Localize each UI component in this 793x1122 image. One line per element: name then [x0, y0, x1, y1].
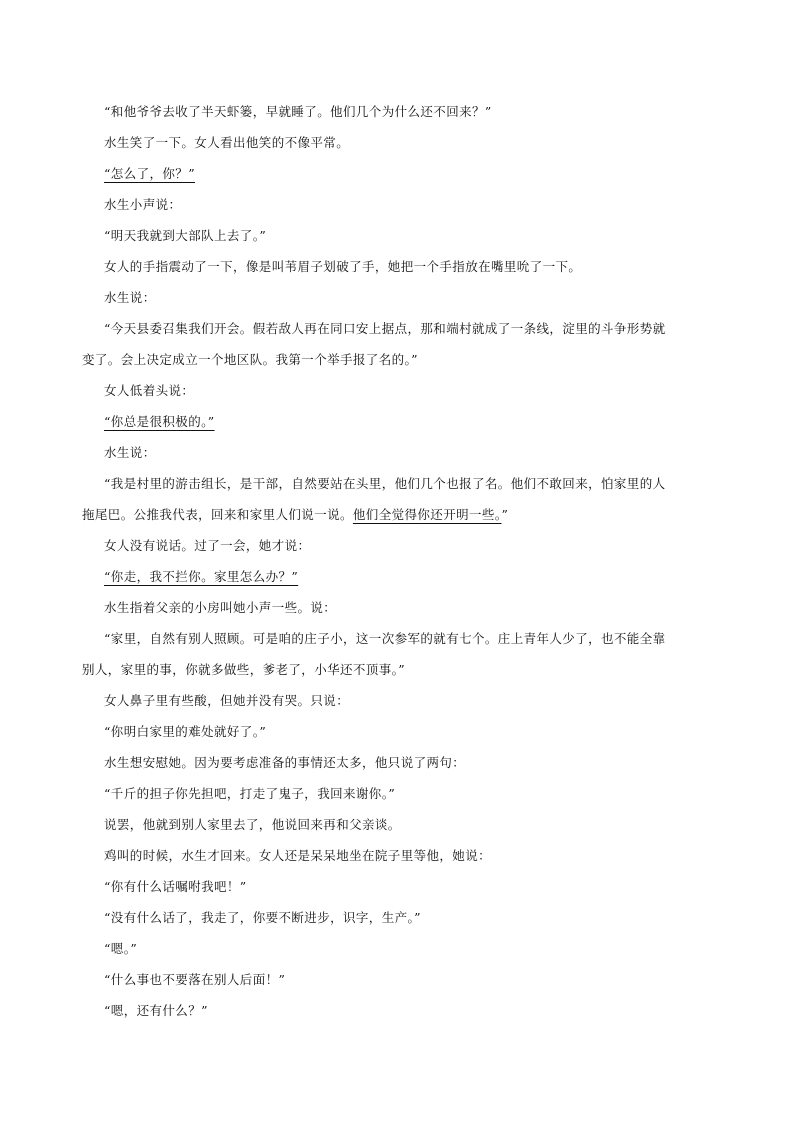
- paragraph-12-line-1: “我是村里的游击组长，是干部，自然要站在头里，他们几个也报了名。他们不敢回来，怕家里的人: [104, 476, 666, 491]
- paragraph-26: “什么事也不要落在别人后面！”: [104, 972, 286, 987]
- paragraph-18: “你明白家里的难处就好了。”: [104, 724, 267, 739]
- paragraph-12-text: 拖尾巴。公推我代表，回来和家里人们说一说。: [82, 507, 353, 522]
- paragraph-24: “没有什么话了，我走了，你要不断进步，识字，生产。”: [104, 910, 421, 925]
- paragraph-12-line-2: [82, 507, 508, 523]
- paragraph-12-closing-quote: ”: [501, 507, 509, 522]
- paragraph-3-underlined: “怎么了，你？”: [104, 166, 195, 181]
- paragraph-8-line-2: 变了。会上决定成立一个地区队。我第一个举手报了名的。”: [82, 352, 418, 367]
- paragraph-16-line-2: 别人，家里的事，你就多做些，爹老了，小华还不顶事。”: [82, 662, 406, 677]
- paragraph-22: 鸡叫的时候，水生才回来。女人还是呆呆地坐在院子里等他，她说：: [104, 848, 492, 863]
- paragraph-4: 水生小声说：: [104, 197, 182, 212]
- paragraph-25: “嗯。”: [104, 941, 138, 956]
- paragraph-7: 水生说：: [104, 290, 156, 305]
- paragraph-19: 水生想安慰她。因为要考虑准备的事情还太多，他只说了两句：: [104, 755, 466, 770]
- paragraph-23: “你有什么话嘱咐我吧！”: [104, 879, 247, 894]
- paragraph-13: 女人没有说话。过了一会，她才说：: [104, 538, 311, 553]
- paragraph-21: 说罢，他就到别人家里去了，他说回来再和父亲谈。: [104, 817, 401, 832]
- paragraph-5: “明天我就到大部队上去了。”: [104, 228, 267, 243]
- paragraph-20: “千斤的担子你先担吧，打走了鬼子，我回来谢你。”: [104, 786, 396, 801]
- paragraph-9: 女人低着头说：: [104, 383, 195, 398]
- paragraph-16-line-1: “家里，自然有别人照顾。可是咱的庄子小，这一次参军的就有七个。庄上青年人少了，也不能全靠: [104, 631, 666, 646]
- paragraph-12-underlined-phrase: 他们全觉得你还开明一些。: [352, 507, 502, 522]
- paragraph-2: 水生笑了一下。女人看出他笑的不像平常。: [104, 135, 350, 150]
- paragraph-6: 女人的手指震动了一下，像是叫苇眉子划破了手，她把一个手指放在嘴里吮了一下。: [104, 259, 582, 274]
- paragraph-8-line-1: “今天县委召集我们开会。假若敌人再在同口安上据点，那和端村就成了一条线，淀里的斗争形势就: [104, 321, 666, 336]
- paragraph-10-underlined: “你总是很积极的。”: [104, 414, 215, 429]
- paragraph-15: 水生指着父亲的小房叫她小声一些。说：: [104, 600, 337, 615]
- paragraph-14-underlined: “你走，我不拦你。家里怎么办？”: [104, 569, 299, 584]
- paragraph-11: 水生说：: [104, 445, 156, 460]
- paragraph-27: “嗯，还有什么？”: [104, 1003, 208, 1018]
- paragraph-1: “和他爷爷去收了半天虾篓，早就睡了。他们几个为什么还不回来？”: [104, 104, 492, 119]
- paragraph-17: 女人鼻子里有些酸，但她并没有哭。只说：: [104, 693, 350, 708]
